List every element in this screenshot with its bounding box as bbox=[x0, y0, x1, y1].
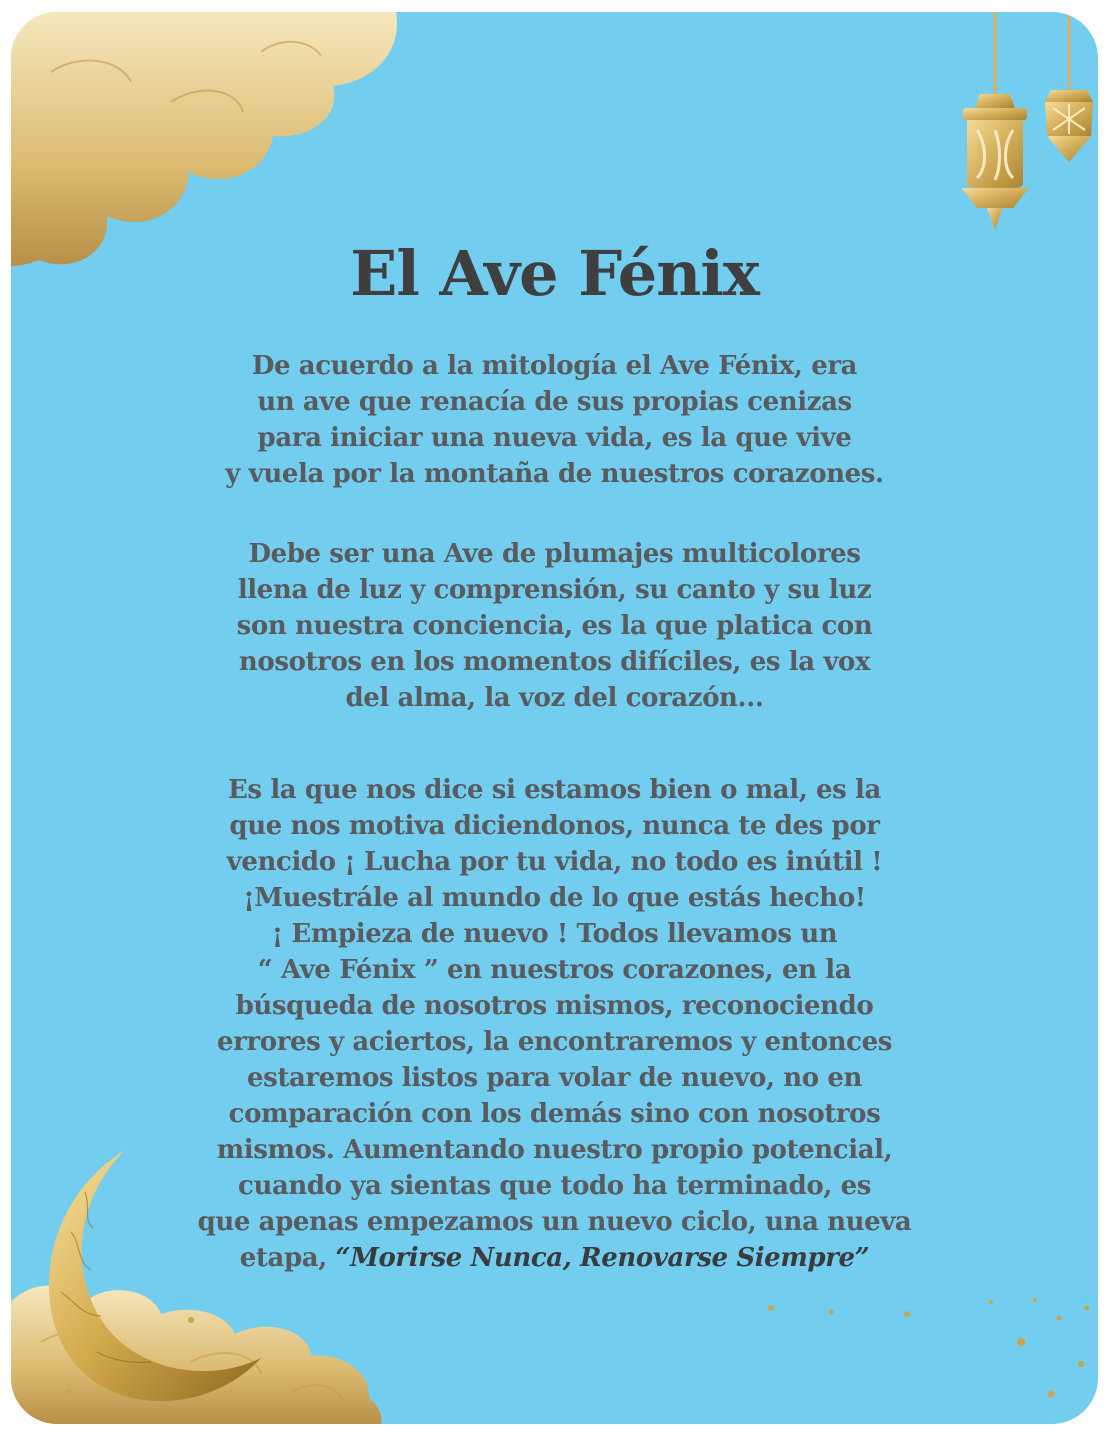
paragraph-intro: De acuerdo a la mitología el Ave Fénix, era un ave que renacía de sus propias cenizas para iniciar una nueva vida, es la que vive y vuela por la montaña de nuestros corazones. bbox=[225, 351, 884, 489]
page-title: El Ave Fénix bbox=[350, 237, 759, 310]
hanging-lantern-icon bbox=[961, 12, 1029, 230]
paragraph-description: Debe ser una Ave de plumajes multicolores llena de luz y comprensión, su canto y su luz son nuestra conciencia, es la que platica con nosotros en los momentos difíciles, es la vox del alma, la voz del corazón... bbox=[236, 539, 873, 713]
hanging-lantern-icon bbox=[1045, 12, 1093, 162]
gold-cloud-top-left bbox=[11, 12, 397, 266]
paragraph-message bbox=[141, 772, 968, 1276]
poster-card bbox=[11, 12, 1098, 1424]
closing-quote: “Morirse Nunca, Renovarse Siempre” bbox=[335, 1243, 870, 1273]
paragraph-message-body: Es la que nos dice si estamos bien o mal, es la que nos motiva diciendonos, nunca te des por vencido ¡ Lucha por tu vida, no todo es inútil ! ¡Muestrále al mundo de lo que estás hecho! ¡ Empieza de nuevo ! Todos llevamos un “ Ave Fénix ” en nuestros corazones, en la búsqueda de nosotros mismos, reconociendo errores y aciertos, la encontraremos y entonces estaremos listos para volar de nuevo, no en comparación con los demás sino con nosotros mismos. Aumentando nuestro propio potencial, cuando ya sientas que todo ha terminado, es que apenas empezamos un nuevo ciclo, una nueva etapa, bbox=[197, 775, 912, 1273]
